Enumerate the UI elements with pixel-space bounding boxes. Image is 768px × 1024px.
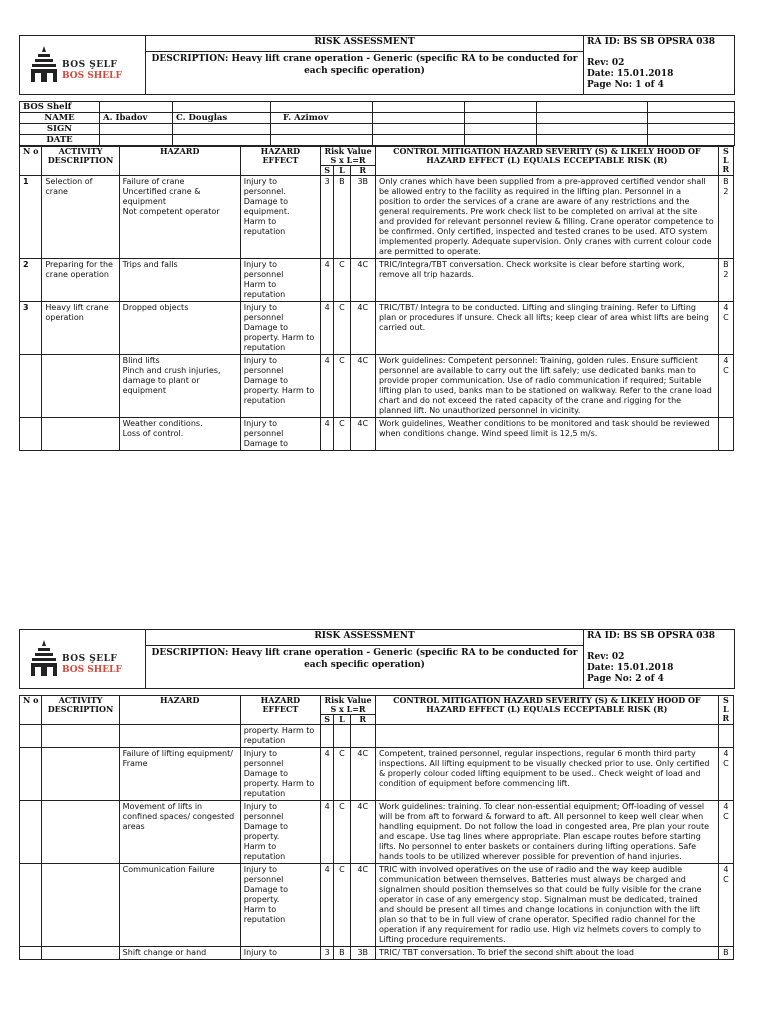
risk-cell: 3B xyxy=(350,947,375,960)
table-row xyxy=(20,418,734,451)
signoff-table xyxy=(19,101,735,146)
likelihood-cell: C xyxy=(334,418,350,451)
document-meta xyxy=(584,36,735,95)
ra-id: RA ID: BS SB OPSRA 038 xyxy=(587,631,716,641)
risk-cell: 4C xyxy=(350,259,375,302)
risk-cell: 3B xyxy=(350,176,375,259)
document-page-2 xyxy=(19,629,734,960)
ra-id: RA ID: BS SB OPSRA 038 xyxy=(587,37,716,47)
table-row xyxy=(20,355,734,418)
residual-risk-cell: 4 C xyxy=(718,748,733,801)
severity-cell: 3 xyxy=(321,176,334,259)
company-label: BOS Shelf xyxy=(20,102,100,113)
severity-cell: 4 xyxy=(321,418,334,451)
page-number: Page No: 2 of 4 xyxy=(587,674,664,684)
control-mitigation-cell: TRIC/TBT/ Integra to be conducted. Lifting and slinging training. Refer to Lifting plan or procedures if unsure. Check all lifts; keep clear of area whist lifts are being carried out. xyxy=(375,302,718,355)
col-effect: HAZARD EFFECT xyxy=(240,696,320,725)
likelihood-cell: C xyxy=(334,355,350,418)
control-mitigation-cell: Work guidelines, Weather conditions to be monitored and task should be reviewed when conditions change. Wind speed limit is 12,5 m/s. xyxy=(375,418,718,451)
row-number xyxy=(20,748,42,801)
hazard-effect-cell: Injury to personnel Damage to xyxy=(240,418,320,451)
activity-description: Preparing for the crane operation xyxy=(42,259,119,302)
derrick-logo-icon xyxy=(30,44,58,84)
col-slr: S L R xyxy=(718,696,733,725)
row-number xyxy=(20,418,42,451)
col-activity: ACTIVITY DESCRIPTION xyxy=(42,696,119,725)
col-control: CONTROL MITIGATION HAZARD SEVERITY (S) & LIKELY HOOD OF HAZARD EFFECT (L) EQUALS ECCEPTABLE RISK (R) xyxy=(375,147,718,176)
document-title: RISK ASSESSMENT xyxy=(146,630,584,646)
col-r: R xyxy=(350,166,375,176)
hazard-effect-cell: Injury to personnel Damage to property. Harm to reputation xyxy=(240,748,320,801)
issue-date: Date: 15.01.2018 xyxy=(587,69,674,79)
row-number xyxy=(20,947,42,960)
table-row xyxy=(20,302,734,355)
revision: Rev: 02 xyxy=(587,58,625,68)
row-number: 1 xyxy=(20,176,42,259)
document-title: RISK ASSESSMENT xyxy=(146,36,584,52)
hazard-cell xyxy=(119,725,240,748)
logo-text: BOS ŞELF xyxy=(62,654,118,664)
logo-text-red: BOS SHELF xyxy=(62,71,122,81)
residual-risk-cell xyxy=(718,725,733,748)
activity-description xyxy=(42,725,119,748)
bos-shelf-logo xyxy=(30,638,150,682)
bos-shelf-logo xyxy=(30,44,150,88)
hazard-effect-cell: Injury to personnel Damage to property. Harm to reputation xyxy=(240,801,320,864)
activity-description xyxy=(42,355,119,418)
table-row xyxy=(20,176,734,259)
logo-text-red: BOS SHELF xyxy=(62,665,122,675)
residual-risk-cell: 4 C xyxy=(718,864,733,947)
risk-cell: 4C xyxy=(350,864,375,947)
row-number xyxy=(20,355,42,418)
likelihood-cell: B xyxy=(334,176,350,259)
control-mitigation-cell: TRIC/ TBT conversation. To brief the second shift about the load xyxy=(375,947,718,960)
severity-cell: 3 xyxy=(321,947,334,960)
residual-risk-cell xyxy=(718,418,733,451)
hazard-effect-cell: Injury to personnel Damage to property. Harm to reputation xyxy=(240,864,320,947)
risk-table xyxy=(19,146,734,451)
table-row xyxy=(20,864,734,947)
col-effect: HAZARD EFFECT xyxy=(240,147,320,176)
control-mitigation-cell xyxy=(375,725,718,748)
col-l: L xyxy=(334,166,350,176)
hazard-cell: Weather conditions. Loss of control. xyxy=(119,418,240,451)
document-description: DESCRIPTION: Heavy lift crane operation - Generic (specific RA to be conducted for each specific operation) xyxy=(146,52,584,95)
severity-cell xyxy=(321,725,334,748)
document-meta xyxy=(584,630,735,689)
hazard-effect-cell: Injury to personnel Damage to property. Harm to reputation xyxy=(240,355,320,418)
severity-cell: 4 xyxy=(321,801,334,864)
logo-text: BOS ŞELF xyxy=(62,60,118,70)
row-number xyxy=(20,801,42,864)
control-mitigation-cell: TRIC with involved operatives on the use of radio and the way keep audible communication between themselves. Batteries must always be charged and signalmen should position themselves so that could be fully visible for the crane operator in case of any emergency stop. Signalman must be dedicated, trained and should be present all times and change locations in conjunction with the lift plan so that to be in full view of crane operator. Specified radio channel for the operation if any requirement for radio use. High viz helmets covers to comply to Lifting procedure requirements. xyxy=(375,864,718,947)
hazard-cell: Dropped objects xyxy=(119,302,240,355)
activity-description xyxy=(42,947,119,960)
residual-risk-cell: B 2 xyxy=(718,259,733,302)
severity-cell: 4 xyxy=(321,864,334,947)
logo-cell xyxy=(20,36,146,95)
revision: Rev: 02 xyxy=(587,652,625,662)
hazard-cell: Blind lifts Pinch and crush injuries, damage to plant or equipment xyxy=(119,355,240,418)
table-row xyxy=(20,725,734,748)
risk-cell: 4C xyxy=(350,801,375,864)
control-mitigation-cell: TRIC/Integra/TBT conversation. Check worksite is clear before starting work, remove all trip hazards. xyxy=(375,259,718,302)
risk-cell: 4C xyxy=(350,748,375,801)
row-number: 3 xyxy=(20,302,42,355)
col-r: R xyxy=(350,715,375,725)
hazard-cell: Shift change or hand xyxy=(119,947,240,960)
signatory-name: F. Azimov xyxy=(271,113,373,124)
issue-date: Date: 15.01.2018 xyxy=(587,663,674,673)
col-s: S xyxy=(321,166,334,176)
control-mitigation-cell: Work guidelines: Competent personnel: Training, golden rules. Ensure sufficient personnel are available to carry out the lift safely; use dedicated banks man to provide proper communication. Use of radio communication if required; Suitable lifting plan to used, banks man to be stationed on walkway. Refer to the crane load chart and do not exceed the rated capacity of the crane and rigging for the planned lift. No unauthorized personnel in vicinity. xyxy=(375,355,718,418)
page-header xyxy=(19,629,735,689)
activity-description xyxy=(42,748,119,801)
control-mitigation-cell: Only cranes which have been supplied from a pre-approved certified vendor shall be allowed entry to the facility as required in the lifting plan. Personnel in a position to order the services of a crane are aware of any restrictions and the general requirements. Pre work check list to be completed on arrival at the site and provided for relevant personnel review & filling. Crane operator competence to be confirmed. Only certified, inspected and tested cranes to be used. ATO system implemented properly. Adequate supervision. Only cranes with current colour code are permitted to operate. xyxy=(375,176,718,259)
activity-description: Selection of crane xyxy=(42,176,119,259)
control-mitigation-cell: Work guidelines: training. To clear non-essential equipment; Off-loading of vessel will be from aft to forward & forward to aft. All personnel to keep well clear when handling equipment. Do not follow the load in congested area, Pre plan your route and escape. Use tag lines where appropriate. Plan escape routes before starting lifts. No personnel to enter baskets or containers during lifting operations. Safe hands tools to be utilized wherever possible for prevention of hand injuries. xyxy=(375,801,718,864)
risk-table xyxy=(19,695,734,960)
logo-cell xyxy=(20,630,146,689)
name-label: NAME xyxy=(20,113,100,124)
hazard-cell: Movement of lifts in confined spaces/ congested areas xyxy=(119,801,240,864)
row-number xyxy=(20,864,42,947)
severity-cell: 4 xyxy=(321,355,334,418)
col-hazard: HAZARD xyxy=(119,147,240,176)
likelihood-cell: B xyxy=(334,947,350,960)
table-row xyxy=(20,259,734,302)
hazard-effect-cell: Injury to xyxy=(240,947,320,960)
col-no: N o xyxy=(20,147,42,176)
col-risk: Risk Value S x L=R xyxy=(321,696,376,715)
residual-risk-cell: 4 C xyxy=(718,801,733,864)
severity-cell: 4 xyxy=(321,302,334,355)
row-number: 2 xyxy=(20,259,42,302)
page-header xyxy=(19,35,735,95)
document-page-1 xyxy=(19,35,734,451)
risk-cell xyxy=(350,725,375,748)
risk-cell: 4C xyxy=(350,355,375,418)
col-s: S xyxy=(321,715,334,725)
risk-cell: 4C xyxy=(350,302,375,355)
hazard-effect-cell: Injury to personnel Damage to property. Harm to reputation xyxy=(240,302,320,355)
hazard-effect-cell: Injury to personnel Harm to reputation xyxy=(240,259,320,302)
hazard-cell: Failure of crane Uncertified crane & equipment Not competent operator xyxy=(119,176,240,259)
severity-cell: 4 xyxy=(321,259,334,302)
col-control: CONTROL MITIGATION HAZARD SEVERITY (S) & LIKELY HOOD OF HAZARD EFFECT (L) EQUALS ECCEPTABLE RISK (R) xyxy=(375,696,718,725)
hazard-cell: Communication Failure xyxy=(119,864,240,947)
table-row xyxy=(20,947,734,960)
hazard-effect-cell: property. Harm to reputation xyxy=(240,725,320,748)
col-slr: S L R xyxy=(718,147,733,176)
signatory-name: C. Douglas xyxy=(173,113,271,124)
likelihood-cell: C xyxy=(334,302,350,355)
likelihood-cell: C xyxy=(334,801,350,864)
col-no: N o xyxy=(20,696,42,725)
likelihood-cell xyxy=(334,725,350,748)
table-row xyxy=(20,748,734,801)
col-l: L xyxy=(334,715,350,725)
col-risk: Risk Value S x L=R xyxy=(321,147,376,166)
residual-risk-cell: 4 C xyxy=(718,302,733,355)
likelihood-cell: C xyxy=(334,748,350,801)
residual-risk-cell: 4 C xyxy=(718,355,733,418)
row-number xyxy=(20,725,42,748)
residual-risk-cell: B xyxy=(718,947,733,960)
activity-description xyxy=(42,418,119,451)
likelihood-cell: C xyxy=(334,259,350,302)
table-row xyxy=(20,801,734,864)
severity-cell: 4 xyxy=(321,748,334,801)
risk-cell: 4C xyxy=(350,418,375,451)
hazard-cell: Trips and falls xyxy=(119,259,240,302)
hazard-cell: Failure of lifting equipment/ Frame xyxy=(119,748,240,801)
activity-description: Heavy lift crane operation xyxy=(42,302,119,355)
likelihood-cell: C xyxy=(334,864,350,947)
document-description: DESCRIPTION: Heavy lift crane operation - Generic (specific RA to be conducted for each specific operation) xyxy=(146,646,584,689)
derrick-logo-icon xyxy=(30,638,58,678)
col-hazard: HAZARD xyxy=(119,696,240,725)
page-number: Page No: 1 of 4 xyxy=(587,80,664,90)
date-label: DATE xyxy=(20,135,100,146)
residual-risk-cell: B 2 xyxy=(718,176,733,259)
activity-description xyxy=(42,864,119,947)
activity-description xyxy=(42,801,119,864)
control-mitigation-cell: Competent, trained personnel, regular inspections, regular 6 month third party inspections. All lifting equipment to be visually checked prior to use. Only certified & properly colour coded lifting equipment to be used.. Check weight of load and condition of equipment before commencing lift. xyxy=(375,748,718,801)
signatory-name: A. Ibadov xyxy=(100,113,173,124)
col-activity: ACTIVITY DESCRIPTION xyxy=(42,147,119,176)
sign-label: SIGN xyxy=(20,124,100,135)
hazard-effect-cell: Injury to personnel. Damage to equipment. Harm to reputation xyxy=(240,176,320,259)
